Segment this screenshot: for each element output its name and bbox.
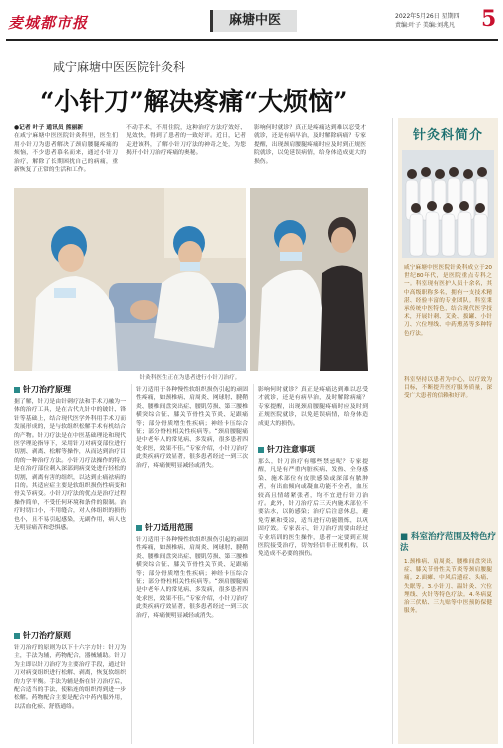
intro-column-3 xyxy=(254,124,366,186)
header-rule xyxy=(6,39,498,41)
sidebar-title: 针灸科简介 xyxy=(412,128,483,143)
square-bullet-icon xyxy=(136,525,142,531)
section-heading-text: 针刀治疗原则 xyxy=(23,631,71,640)
column-divider xyxy=(131,384,132,744)
section-text-principle-cont xyxy=(136,386,248,516)
section-text-scope: 针刀适用于各种慢性软组织损伤引起的顽固性疼痛，如颈椎病、肩周炎、网球肘、腱鞘炎、腰椎间盘突出症、腰肌劳损、第三腰椎横突综合征、膝关节骨性关节炎、足跟痛等；部分骨质增生性疾病；神经卡压综合征；部分脊柱相关性疾病等。“颈肩腰腿痛是中老年人的常见病、多发病，很多患者四处求医，效果不佳。”专家介绍，小针刀治疗此类疾病疗效显著，很多患者经过一到三次治疗，疼痛便明显减轻或消失。 xyxy=(136,537,248,619)
section-heading-text: 针刀注意事项 xyxy=(267,445,315,454)
editor-credits: 责编:叶子 美编:刘兆凡 xyxy=(395,22,455,29)
page-number: 5 xyxy=(481,6,497,32)
section-text-principle: 据了解，针刀是由针刺疗法和手术刀融为一体的治疗工具，是在古代九针中的铍针、锋针等基础上，结合现代医学外科用手术刀而发展形成的，是与软组织松解手术有机结合的产物。针刀疗法是在中医基础理论和现代医学理论指导下，采用针刀对病变部位进行切割、剥离、松解等操作，从而达到治疗目的的一种治疗方法。小针刀疗法操作的特点是在治疗部位刺入深部到病变处进行轻松的切割，剥离有害的组织，以达到止痛祛病的目的。其适应症主要是软组织损伤性病变和骨关节病变。小针刀疗法的优点是治疗过程操作简单，不受任何环境和条件的限制。治疗时切口小，不用缝合，对人体组织的损伤也小，且不易引起感染，无副作用，病人也无明显痛苦和恐惧感。 xyxy=(14,399,126,532)
section-heading-notes xyxy=(258,444,315,455)
intro-text-3: 影响何时就诊？真正是疼痛达到难以忍受才就诊，还是有病早治，及时解除病痛？专家提醒，出现颈肩腰腿疼痛时应及时到正规医院就诊，以免延误病情，给身体造成更大的损伤。 xyxy=(254,125,366,165)
sidebar-intro-text: 咸宁麻塘中医医院针灸科成立于20世纪80年代，是医院重点专科之一。科室现有医护人员十余名，其中高级职称多名，拥有一支技术精湛、经验丰富的专业团队。科室秉承传统中医特色，结合现代医学技术，开展针刺、艾灸、拔罐、小针刀、穴位埋线、中药熏蒸等多种特色疗法。 xyxy=(404,265,492,337)
doctor-patient-illustration xyxy=(250,188,368,371)
section-heading-text: 针刀适用范围 xyxy=(145,523,193,532)
issue-date: 2022年5月26日 星期四 xyxy=(395,13,460,20)
section-heading-text: 针刀治疗原理 xyxy=(23,385,71,394)
square-bullet-icon xyxy=(258,447,264,453)
square-bullet-icon xyxy=(14,633,20,639)
section-heading-rules xyxy=(14,630,71,641)
section-text-scope-cont: 影响何时就诊？真正是疼痛达到难以忍受才就诊，还是有病早治，及时解除病痛？专家提醒，出现颈肩腰腿疼痛时应及时到正规医院就诊，以免延误病情，给身体造成更大的损伤。 xyxy=(258,387,368,427)
section-text-rules: 针刀治疗的原则为以下十六字方针：针刀为主，手法为辅，药物配合，器械辅助。针刀为主即以针刀治疗为主要治疗手段，通过针刀对病变组织进行松解、剥离，恢复软组织的力学平衡。手法为辅是指在针刀治疗后，配合适当的手法，使粘连的组织得到进一步松解。药物配合主要是配合中药内服外用，以活血化瘀、舒筋通络。 xyxy=(14,645,126,710)
sidebar-heading-scope: ■ 科室治疗范围及特色疗法 xyxy=(400,532,496,553)
column-divider xyxy=(253,384,254,744)
staff-group-photo xyxy=(402,150,494,258)
section-text-notes: 那么，针刀治疗有哪些禁忌呢？专家提醒，凡是有严重内脏疾病、发热、全身感染、施术部位有皮肤感染或深部有脓肿者，有出血倾向或凝血功能不全者，血压较高且情绪紧张者，均不宜进行针刀治疗。此外，针刀治疗后三天内施术部位不要沾水，以防感染；治疗后注意休息，避免劳累和受凉，适当进行功能锻炼，以巩固疗效。专家表示，针刀治疗需要由经过专业培训的医生操作，患者一定要到正规医院接受治疗，切勿轻信非正规机构，以免造成不必要的损伤。 xyxy=(258,459,368,558)
continued-text: 针刀适用于各种慢性软组织损伤引起的顽固性疼痛，如颈椎病、肩周炎、网球肘、腱鞘炎、腰椎间盘突出症、腰肌劳损、第三腰椎横突综合征、膝关节骨性关节炎、足跟痛等；部分骨质增生性疾病；神经卡压综合征；部分脊柱相关性疾病等。“颈肩腰腿痛是中老年人的常见病、多发病，很多患者四处求医，效果不佳。”专家介绍，小针刀治疗此类疾病疗效显著，很多患者经过一到三次治疗，疼痛便明显减轻或消失。 xyxy=(136,387,248,469)
page-header xyxy=(0,0,503,40)
treatment-photo-secondary xyxy=(250,188,368,371)
intro-column-2 xyxy=(126,124,246,186)
section-title: 麻塘中医 xyxy=(210,10,297,32)
sidebar-scope-text: 1.颈椎病、肩周炎、腰椎间盘突出症、膝关节骨性关节炎等颈肩腰腿痛。2.面瘫、中风后遗症、头痛、失眠等。3.小针刀、温针灸、穴位埋线、火针等特色疗法。4.冬病夏治三伏贴、三九贴等中医预防保健服务。 xyxy=(404,559,492,615)
sidebar-divider xyxy=(392,118,393,744)
staff-group-illustration xyxy=(402,150,494,258)
photo-caption: 针灸科医生正在为患者进行小针刀治疗。 xyxy=(139,375,241,381)
intro-column-1 xyxy=(14,124,118,186)
intro-text-1: 在咸宁麻塘中医医院针灸科里，医生们用小针刀为患者解决了颈肩腰腿疼痛的烦恼，不少患者慕名而来，通过小针刀治疗，解除了长期困扰自己的病痛，重新恢复了正常的生活和工作。 xyxy=(14,133,118,174)
sidebar-intro-text-2: 科室坚持以患者为中心，以疗效为目标，不断提升医疗服务质量，深受广大患者的信赖和好评。 xyxy=(404,377,492,400)
article-headline: “小针刀”解决疼痛“大烦恼” xyxy=(40,87,348,116)
square-bullet-icon xyxy=(14,387,20,393)
dateline xyxy=(395,12,460,30)
treatment-scene-illustration xyxy=(14,188,246,371)
newspaper-brand: 麦城都市报 xyxy=(8,14,89,32)
intro-text-2: 不动手术，不用住院，这种治疗方法疗效好、见效快，得到了患者的一致好评。近日，记者走进该科，了解小针刀疗法的神奇之处，为您揭开小针刀治疗疼痛的奥秘。 xyxy=(126,125,246,157)
byline: ●记者 叶子 通讯员 熊丽新 xyxy=(14,125,84,131)
section-heading-scope xyxy=(136,522,193,533)
section-heading-principle xyxy=(14,384,71,395)
article-kicker: 咸宁麻塘中医医院针灸科 xyxy=(53,60,186,74)
treatment-photo-main xyxy=(14,188,246,371)
